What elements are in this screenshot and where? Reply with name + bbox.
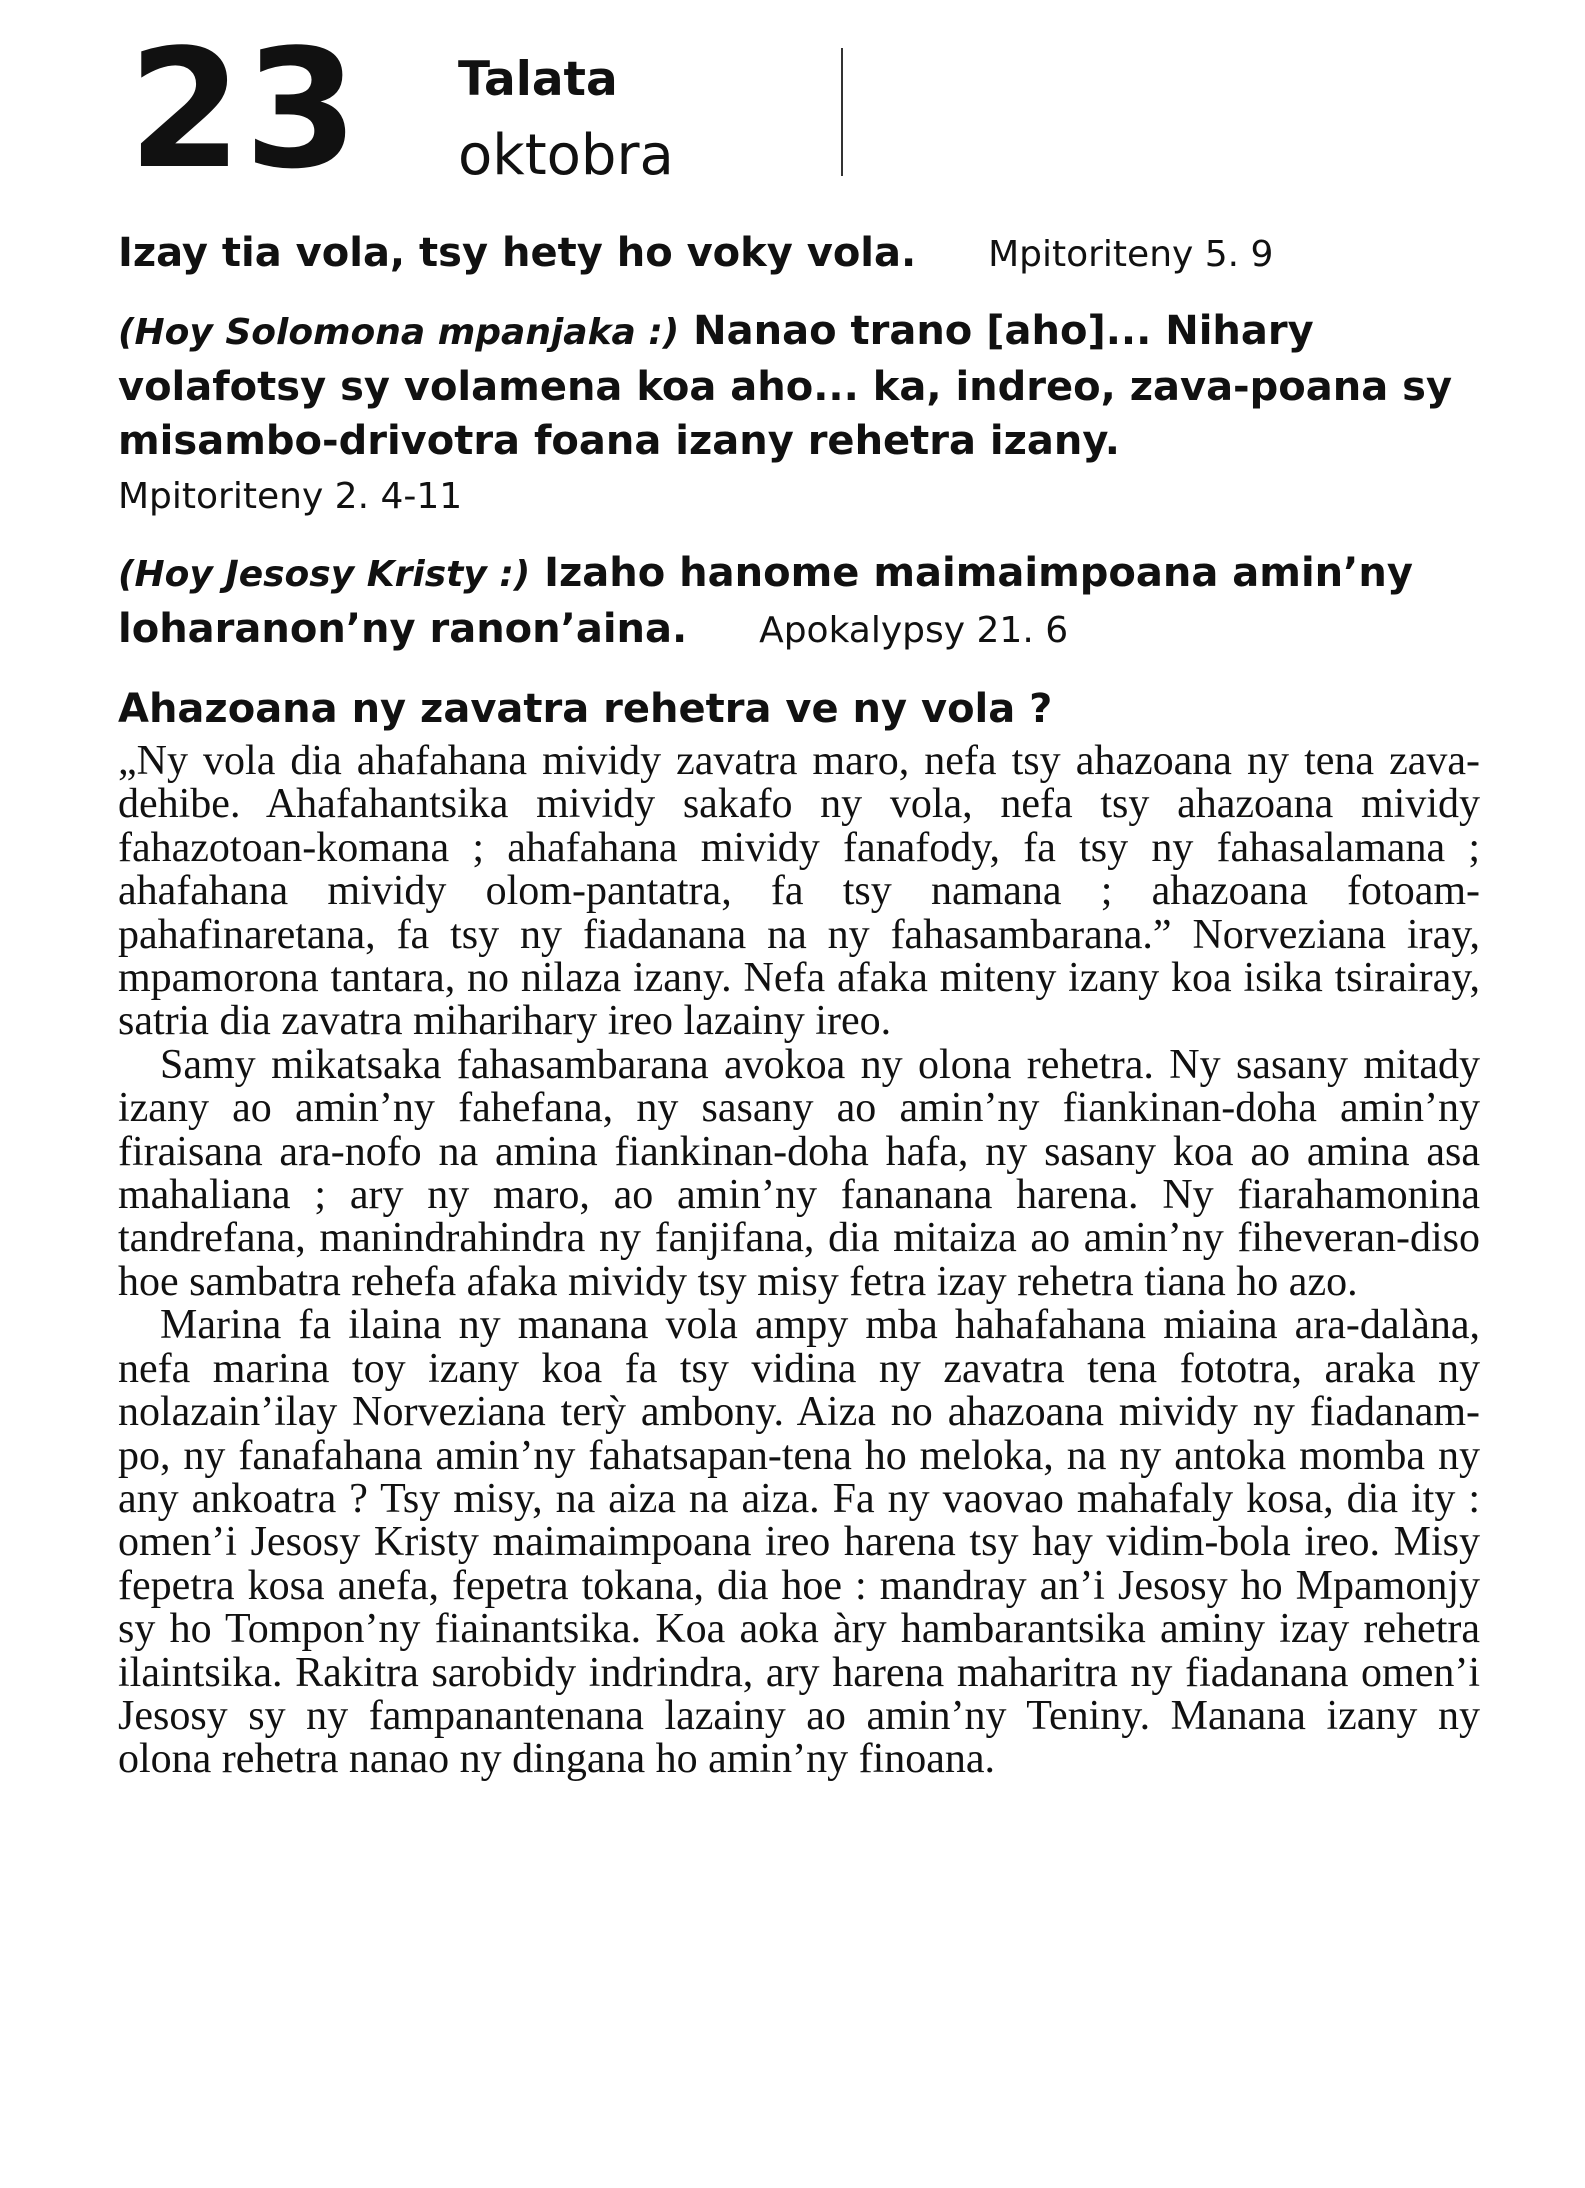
paragraph-2: Samy mikatsaka fahasambarana avokoa ny olona rehetra. Ny sasany mitady izany ao amin’ny fahefana, ny sasany ao amin’ny fiankinan-doha amin’ny firaisana ara-nofo na amina fiankinan-doha hafa, ny sasany koa ao amina asa mahaliana ; ary ny maro, ao amin’ny fananana harena. Ny fiarahamonina tandrefana, manindrahindra ny fanjifana, dia mitaiza ao amin’ny fiheveran-diso hoe sambatra rehefa afaka mividy tsy misy fetra izay rehetra tiana ho azo. — [118, 1041, 1480, 1305]
verse-3-reference: Apokalypsy 21. 6 — [759, 610, 1069, 651]
verse-1 — [118, 226, 1480, 282]
verse-2-text: Nanao trano [aho]... Nihary volafotsy sy volamena koa aho... ka, indreo, zava-poana sy misambo-drivotra foana izany rehetra izany. — [118, 308, 1453, 464]
verse-1-text: Izay tia vola, tsy hety ho voky vola. — [118, 230, 917, 276]
verse-3 — [118, 546, 1480, 658]
verse-2-reference: Mpitoriteny 2. 4-11 — [118, 476, 463, 517]
header-divider — [841, 48, 843, 176]
page-content — [118, 226, 1480, 1782]
date-header — [0, 0, 1585, 205]
verse-3-speaker: (Hoy Jesosy Kristy :) — [118, 554, 531, 595]
paragraph-1: „Ny vola dia ahafahana mividy zavatra maro, nefa tsy ahazoana ny tena zava-dehibe. Ahafahantsika mividy sakafo ny vola, nefa tsy ahazoana mividy fahazotoan-komana ; ahafahana mividy fanafody, fa tsy ny fahasalamana ; ahafahana mividy olom-pantatra, fa tsy namana ; ahazoana fotoam-pahafinaretana, fa tsy ny fiadanana na ny fahasambarana.” Norveziana iray, mpamorona tantara, no nilaza izany. Nefa afaka miteny izany koa isika tsirairay, satria dia zavatra miharihary ireo lazainy ireo. — [118, 738, 1480, 1045]
verse-2 — [118, 304, 1480, 524]
verse-3-text: Izaho hanome maimaimpoana amin’ny loharanon’ny ranon’aina. — [118, 550, 1413, 652]
paragraph-3: Marina fa ilaina ny manana vola ampy mba hahafahana miaina ara-dalàna, nefa marina toy izany koa fa tsy vidina ny zavatra tena fototra, araka ny nolazain’ilay Norveziana terỳ ambony. Aiza no ahazoana mividy ny fiadanam-po, ny fanafahana amin’ny fahatsapan-tena ho meloka, na ny antoka momba ny any ankoatra ? Tsy misy, na aiza na aiza. Fa ny vaovao mahafaly kosa, dia ity : omen’i Jesosy Kristy maimaimpoana ireo harena tsy hay vidim-bola ireo. Misy fepetra kosa anefa, fepetra tokana, dia hoe : mandray an’i Jesosy ho Mpamonjy sy ho Tompon’ny fiainantsika. Koa aoka àry hambarantsika aminy izay rehetra ilaintsika. Rakitra sarobidy indrindra, ary harena maharitra ny fiadanana omen’i Jesosy sy ny fampanantenana lazainy ao amin’ny Teniny. Manana izany ny olona rehetra nanao ny dingana ho amin’ny finoana. — [118, 1302, 1480, 1783]
weekday-label: Talata — [458, 52, 618, 107]
verse-1-reference: Mpitoriteny 5. 9 — [988, 234, 1274, 275]
day-number: 23 — [128, 14, 361, 205]
verse-2-speaker: (Hoy Solomona mpanjaka :) — [118, 312, 680, 353]
month-label: oktobra — [458, 123, 674, 188]
section-title: Ahazoana ny zavatra rehetra ve ny vola ? — [118, 686, 1053, 732]
